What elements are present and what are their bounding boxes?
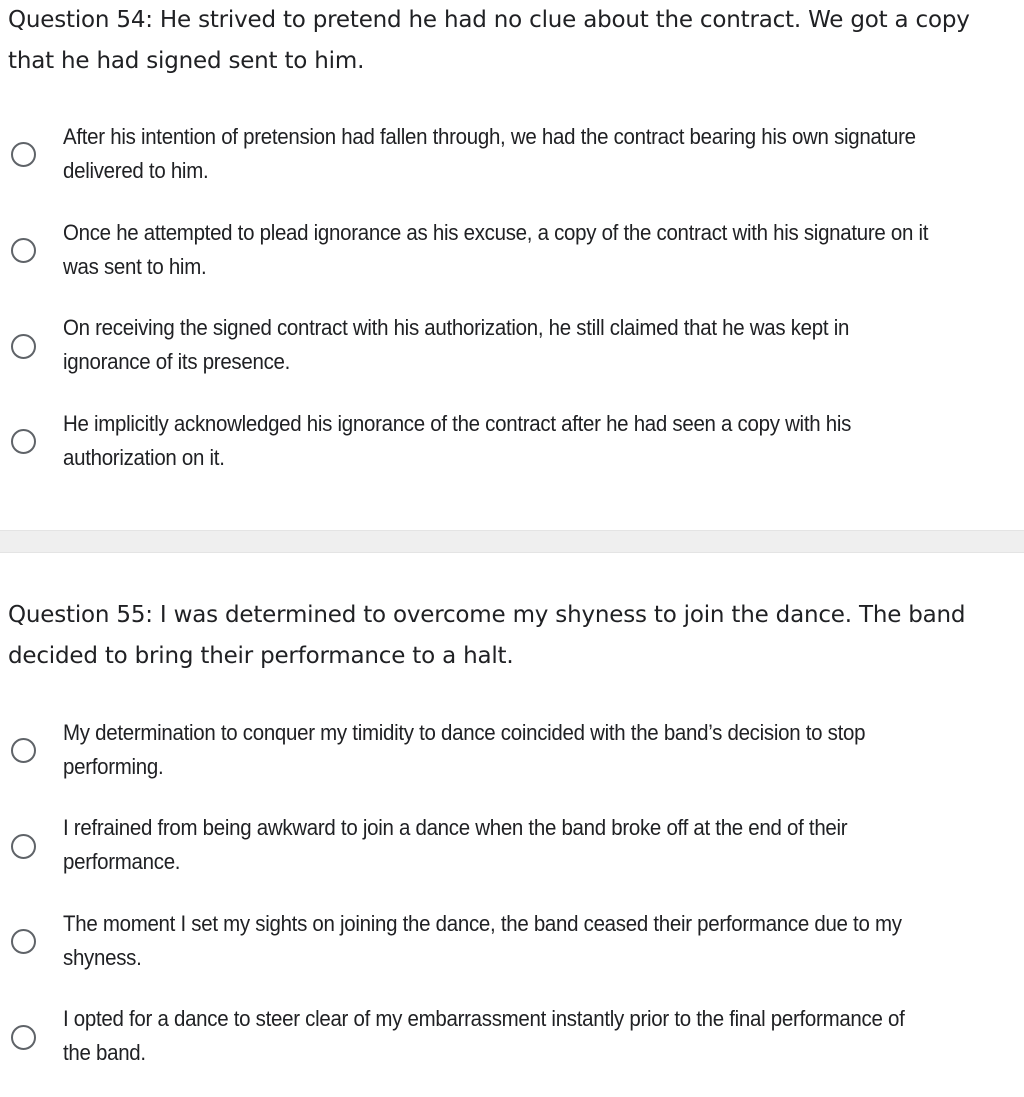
answer-option[interactable] — [0, 311, 1024, 391]
radio-button-icon[interactable] — [11, 334, 36, 359]
answer-option[interactable] — [0, 216, 1024, 296]
radio-button-icon[interactable] — [11, 834, 36, 859]
answer-option[interactable] — [0, 407, 1024, 487]
question-card-54 — [0, 0, 1024, 530]
section-divider — [0, 530, 1024, 553]
question-title: Question 54: He strived to pretend he had no clue about the contract. We got a copy that he had signed sent to him. — [8, 7, 970, 74]
option-label: Once he attempted to plead ignorance as his excuse, a copy of the contract with his signature on it was sent to him. — [63, 220, 929, 279]
answer-option[interactable] — [0, 1002, 1024, 1082]
radio-button-icon[interactable] — [11, 738, 36, 763]
option-label: My determination to conquer my timidity to dance coincided with the band’s decision to stop performing. — [63, 720, 866, 779]
radio-button-icon[interactable] — [11, 238, 36, 263]
option-label: The moment I set my sights on joining the dance, the band ceased their performance due to my shyness. — [63, 911, 902, 970]
option-label: I refrained from being awkward to join a dance when the band broke off at the end of their performance. — [63, 815, 848, 874]
radio-button-icon[interactable] — [11, 1025, 36, 1050]
answer-option[interactable] — [0, 120, 1024, 200]
radio-button-icon[interactable] — [11, 142, 36, 167]
option-label: I opted for a dance to steer clear of my embarrassment instantly prior to the final performance of the band. — [63, 1006, 905, 1065]
question-title: Question 55: I was determined to overcome my shyness to join the dance. The band decided to bring their performance to a halt. — [8, 602, 966, 669]
answer-option[interactable] — [0, 907, 1024, 987]
radio-button-icon[interactable] — [11, 929, 36, 954]
answer-option[interactable] — [0, 716, 1024, 796]
question-card-55 — [0, 553, 1024, 1097]
option-label: After his intention of pretension had fallen through, we had the contract bearing his own signature delivered to him. — [63, 124, 916, 183]
answer-option[interactable] — [0, 811, 1024, 891]
option-label: He implicitly acknowledged his ignorance of the contract after he had seen a copy with his authorization on it. — [63, 411, 852, 470]
radio-button-icon[interactable] — [11, 429, 36, 454]
option-label: On receiving the signed contract with his authorization, he still claimed that he was kept in ignorance of its presence. — [63, 315, 850, 374]
